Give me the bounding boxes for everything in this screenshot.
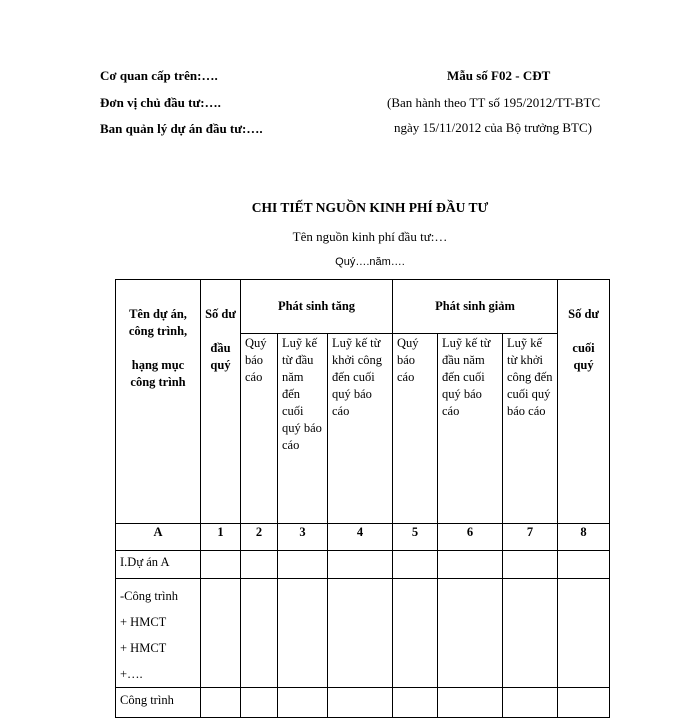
table-cell xyxy=(201,579,241,688)
work-line: + HMCT xyxy=(120,641,167,655)
form-number: Mẫu số F02 - CĐT xyxy=(447,68,551,83)
table-cell xyxy=(241,551,278,579)
col-number: 5 xyxy=(393,524,438,551)
table-cell xyxy=(393,688,438,718)
work-line: -Công trình xyxy=(120,589,178,603)
work-line: +…. xyxy=(120,667,143,681)
table-cell xyxy=(503,688,558,718)
table-cell xyxy=(278,551,328,579)
col-header-opening-line2: đầu quý xyxy=(210,341,231,372)
col-header-project-line2: hạng mục công trình xyxy=(130,358,186,389)
funding-detail-table xyxy=(115,279,610,718)
table-cell xyxy=(503,579,558,688)
table-cell xyxy=(438,688,503,718)
dec-sub-ytd: Luỹ kế từ đầu năm đến cuối quý báo cáo xyxy=(438,334,503,524)
table-cell xyxy=(278,688,328,718)
col-header-increase: Phát sinh tăng xyxy=(241,280,393,334)
col-number: 3 xyxy=(278,524,328,551)
table-cell xyxy=(201,688,241,718)
col-header-closing-line1: Số dư xyxy=(568,307,599,321)
col-header-opening-balance xyxy=(201,280,241,524)
col-header-closing-balance xyxy=(558,280,610,524)
project-board-label: Ban quản lý dự án đầu tư:…. xyxy=(100,121,263,136)
table-cell xyxy=(393,551,438,579)
table-cell xyxy=(278,579,328,688)
table-cell xyxy=(558,579,610,688)
table-cell xyxy=(328,551,393,579)
document-title: CHI TIẾT NGUỒN KINH PHÍ ĐẦU TƯ xyxy=(251,200,489,215)
table-row xyxy=(116,551,610,579)
table-cell xyxy=(438,579,503,688)
row-label-next-work: Công trình xyxy=(116,688,201,718)
inc-sub-since-start: Luỹ kế từ khởi công đến cuối quý báo cáo xyxy=(328,334,393,524)
table-cell xyxy=(241,579,278,688)
header-row-1 xyxy=(116,280,610,334)
table-cell xyxy=(201,551,241,579)
col-header-opening-line1: Số dư xyxy=(205,307,236,321)
col-number: 1 xyxy=(201,524,241,551)
col-number: 4 xyxy=(328,524,393,551)
issued-by-line2: ngày 15/11/2012 của Bộ trưởng BTC) xyxy=(394,120,592,135)
table-row xyxy=(116,579,610,688)
col-header-closing-line2: cuối quý xyxy=(572,341,595,372)
row-label-work-items xyxy=(116,579,201,688)
table-cell xyxy=(503,551,558,579)
table-cell xyxy=(558,551,610,579)
column-number-row xyxy=(116,524,610,551)
table-cell xyxy=(328,579,393,688)
col-number: 6 xyxy=(438,524,503,551)
col-number: A xyxy=(116,524,201,551)
inc-sub-ytd: Luỹ kế từ đầu năm đến cuối quý báo cáo xyxy=(278,334,328,524)
row-label-project-a: I.Dự án A xyxy=(116,551,201,579)
inc-sub-quarter: Quý báo cáo xyxy=(241,334,278,524)
table-cell xyxy=(393,579,438,688)
table-cell xyxy=(438,551,503,579)
col-header-decrease: Phát sinh giảm xyxy=(393,280,558,334)
col-number: 8 xyxy=(558,524,610,551)
col-header-project xyxy=(116,280,201,524)
dec-sub-quarter: Quý báo cáo xyxy=(393,334,438,524)
table-row xyxy=(116,688,610,718)
issued-by-line1: (Ban hành theo TT số 195/2012/TT-BTC xyxy=(387,95,601,110)
dec-sub-since-start: Luỹ kế từ khởi công đến cuối quý báo cáo xyxy=(503,334,558,524)
investor-unit-label: Đơn vị chủ đầu tư:…. xyxy=(100,95,221,110)
table-cell xyxy=(328,688,393,718)
col-header-project-line1: Tên dự án, công trình, xyxy=(128,307,188,338)
report-period: Quý….năm…. xyxy=(335,256,405,268)
col-number: 7 xyxy=(503,524,558,551)
funding-source-line: Tên nguồn kinh phí đầu tư:… xyxy=(292,229,448,244)
parent-agency-label: Cơ quan cấp trên:…. xyxy=(100,68,218,83)
table-cell xyxy=(558,688,610,718)
work-line: + HMCT xyxy=(120,615,167,629)
table-cell xyxy=(241,688,278,718)
col-number: 2 xyxy=(241,524,278,551)
